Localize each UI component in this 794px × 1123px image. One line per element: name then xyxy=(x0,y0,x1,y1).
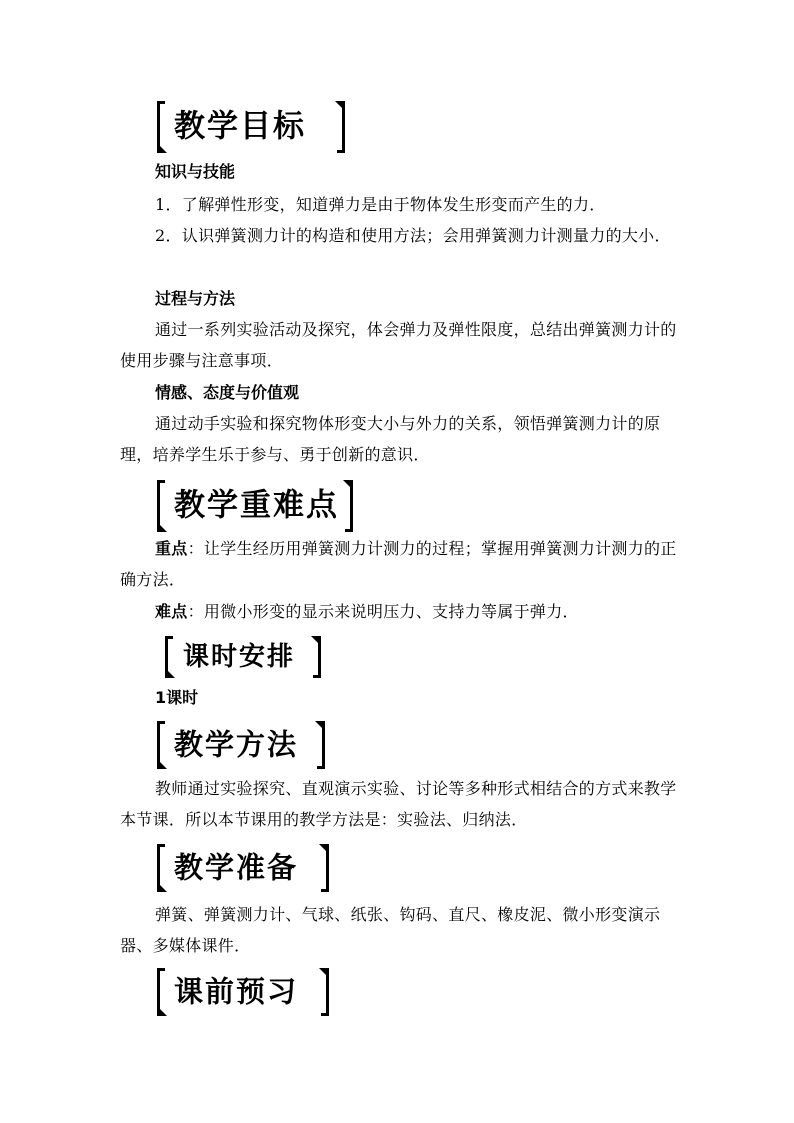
difficulty-text xyxy=(120,596,680,627)
bracket-right-icon xyxy=(317,721,325,769)
focus-content: ：让学生经历用弹簧测力计测力的过程；掌握用弹簧测力计测力的正确方法． xyxy=(120,539,677,589)
triangle-corner-icon xyxy=(168,671,175,678)
focus-label: 重点 xyxy=(155,539,188,558)
bracket-right-icon xyxy=(321,844,329,892)
difficulty-label: 难点 xyxy=(155,602,188,621)
triangle-corner-icon xyxy=(160,762,167,769)
bracket-right-icon xyxy=(345,480,353,532)
heading-title: 教学准备 xyxy=(174,850,299,885)
methods-text: 教师通过实验探究、直观演示实验、讨论等多种形式相结合的方式来教学本节课．所以本节课用的教学方法是：实验法、归纳法． xyxy=(120,779,677,829)
heading-preview xyxy=(157,968,329,1016)
subtitle-emotion: 情感、态度与价值观 xyxy=(155,383,300,402)
heading-title: 教学目标 xyxy=(174,108,306,145)
heading-title: 课时安排 xyxy=(183,642,296,672)
bracket-right-icon xyxy=(337,101,345,153)
heading-preparation xyxy=(157,844,329,892)
heading-objectives xyxy=(157,101,345,153)
focus-text xyxy=(120,533,680,595)
heading-key-points xyxy=(157,480,353,532)
objective-item-2: 2．认识弹簧测力计的构造和使用方法；会用弹簧测力计测量力的大小． xyxy=(155,226,671,245)
schedule-text: 1课时 xyxy=(155,688,199,707)
triangle-corner-icon xyxy=(319,844,326,851)
heading-schedule xyxy=(157,636,319,678)
objective-item-1: 1．了解弹性形变，知道弹力是由于物体发生形变而产生的力． xyxy=(155,195,606,214)
heading-title: 课前预习 xyxy=(174,974,299,1009)
triangle-corner-icon xyxy=(160,1009,167,1016)
heading-title: 教学方法 xyxy=(174,727,299,762)
triangle-corner-icon xyxy=(335,101,342,108)
emotion-text: 通过动手实验和探究物体形变大小与外力的关系，领悟弹簧测力计的原理，培养学生乐于参与、勇于创新的意识． xyxy=(120,414,661,464)
process-text: 通过一系列实验活动及探究，体会弹力及弹性限度，总结出弹簧测力计的使用步骤与注意事项． xyxy=(120,320,677,370)
triangle-corner-icon xyxy=(160,146,167,153)
triangle-corner-icon xyxy=(160,525,167,532)
heading-title: 教学重难点 xyxy=(174,487,339,524)
preparation-text: 弹簧、弹簧测力计、气球、纸张、钩码、直尺、橡皮泥、微小形变演示器、多媒体课件． xyxy=(120,905,661,955)
triangle-corner-icon xyxy=(315,721,322,728)
triangle-corner-icon xyxy=(311,636,318,643)
triangle-corner-icon xyxy=(160,885,167,892)
subtitle-knowledge: 知识与技能 xyxy=(155,162,236,181)
heading-methods xyxy=(157,721,325,769)
difficulty-content: ：用微小形变的显示来说明压力、支持力等属于弹力． xyxy=(187,602,579,621)
triangle-corner-icon xyxy=(319,968,326,975)
bracket-right-icon xyxy=(321,968,329,1016)
triangle-corner-icon xyxy=(343,480,350,487)
subtitle-process: 过程与方法 xyxy=(155,289,236,308)
